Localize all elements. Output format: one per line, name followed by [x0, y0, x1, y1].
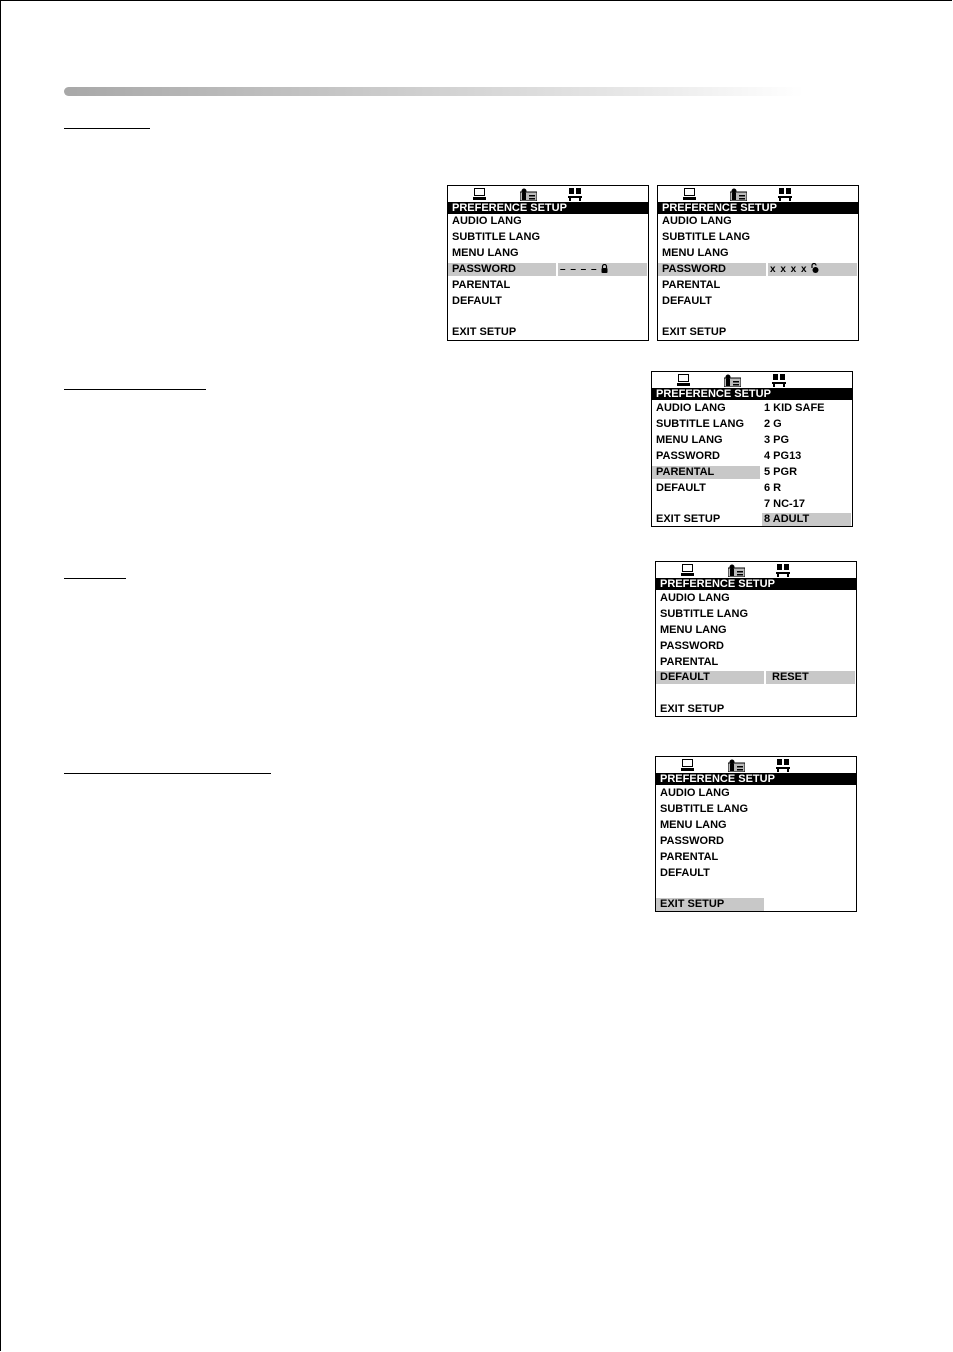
menu-item-default[interactable]: DEFAULT	[660, 867, 710, 879]
menu-item-menu-lang[interactable]: MENU LANG	[660, 624, 727, 636]
osd-icon-row	[652, 372, 852, 388]
reset-option[interactable]: RESET	[766, 671, 855, 684]
section-heading-parental	[64, 389, 206, 390]
menu-item-password[interactable]: PASSWORD	[658, 263, 766, 276]
password-value: – – – –	[560, 264, 598, 275]
osd-icon-row	[658, 186, 858, 202]
monitor-icon[interactable]	[681, 759, 694, 771]
osd-exit-setup	[655, 756, 857, 912]
menu-item-subtitle-lang[interactable]: SUBTITLE LANG	[452, 231, 540, 243]
osd-title: PREFERENCE SETUP	[652, 388, 852, 400]
osd-parental	[651, 371, 853, 527]
menu-item-password[interactable]: PASSWORD	[660, 835, 724, 847]
menu-item-exit-setup[interactable]: EXIT SETUP	[662, 326, 727, 338]
menu-item-exit-setup[interactable]: EXIT SETUP	[452, 326, 517, 338]
rating-option[interactable]: 3 PG	[764, 434, 790, 446]
menu-item-password[interactable]: PASSWORD	[448, 263, 556, 276]
menu-item-password[interactable]: PASSWORD	[660, 640, 724, 652]
menu-item-default[interactable]: DEFAULT	[452, 295, 502, 307]
rating-option[interactable]: 7 NC-17	[764, 498, 805, 510]
osd-title: PREFERENCE SETUP	[448, 202, 648, 214]
speakers-icon[interactable]	[568, 188, 582, 201]
osd-title: PREFERENCE SETUP	[658, 202, 858, 214]
menu-item-parental[interactable]: PARENTAL	[660, 656, 719, 668]
person-preference-icon[interactable]	[724, 374, 741, 387]
menu-item-exit-setup[interactable]: EXIT SETUP	[660, 703, 725, 715]
menu-item-audio-lang[interactable]: AUDIO LANG	[660, 592, 730, 604]
menu-item-subtitle-lang[interactable]: SUBTITLE LANG	[660, 608, 748, 620]
speakers-icon[interactable]	[772, 374, 786, 387]
menu-item-default[interactable]: DEFAULT	[662, 295, 712, 307]
menu-item-exit-setup[interactable]: EXIT SETUP	[656, 513, 721, 525]
lock-icon	[601, 264, 608, 273]
menu-item-parental[interactable]: PARENTAL	[452, 279, 511, 291]
menu-item-exit-setup[interactable]: EXIT SETUP	[656, 898, 764, 911]
osd-icon-row	[448, 186, 648, 202]
menu-item-audio-lang[interactable]: AUDIO LANG	[452, 215, 522, 227]
speakers-icon[interactable]	[778, 188, 792, 201]
osd-title: PREFERENCE SETUP	[656, 578, 856, 590]
rating-option[interactable]: 4 PG13	[764, 450, 802, 462]
monitor-icon[interactable]	[681, 564, 694, 576]
password-field[interactable]	[558, 263, 647, 276]
speakers-icon[interactable]	[776, 564, 790, 577]
menu-item-default[interactable]: DEFAULT	[656, 671, 764, 684]
menu-item-menu-lang[interactable]: MENU LANG	[660, 819, 727, 831]
monitor-icon[interactable]	[683, 188, 696, 200]
monitor-icon[interactable]	[677, 374, 690, 386]
unlock-icon	[811, 263, 819, 273]
menu-item-subtitle-lang[interactable]: SUBTITLE LANG	[656, 418, 744, 430]
password-value: x x x x	[770, 264, 808, 275]
rating-option-selected[interactable]: 8 ADULT	[762, 513, 851, 526]
menu-item-default[interactable]: DEFAULT	[656, 482, 706, 494]
menu-item-subtitle-lang[interactable]: SUBTITLE LANG	[662, 231, 750, 243]
menu-item-menu-lang[interactable]: MENU LANG	[662, 247, 729, 259]
rating-option[interactable]: 2 G	[764, 418, 782, 430]
section-heading-default	[64, 578, 126, 579]
person-preference-icon[interactable]	[520, 188, 537, 201]
speakers-icon[interactable]	[776, 759, 790, 772]
osd-default	[655, 561, 857, 717]
person-preference-icon[interactable]	[730, 188, 747, 201]
person-preference-icon[interactable]	[728, 564, 745, 577]
menu-item-audio-lang[interactable]: AUDIO LANG	[660, 787, 730, 799]
menu-item-menu-lang[interactable]: MENU LANG	[656, 434, 723, 446]
section-heading-exit-setup	[64, 773, 271, 774]
menu-item-audio-lang[interactable]: AUDIO LANG	[662, 215, 732, 227]
osd-password-entered	[657, 185, 859, 341]
monitor-icon[interactable]	[473, 188, 486, 200]
menu-item-menu-lang[interactable]: MENU LANG	[452, 247, 519, 259]
osd-password-blank	[447, 185, 649, 341]
section-heading-password	[64, 128, 150, 129]
menu-item-audio-lang[interactable]: AUDIO LANG	[656, 402, 726, 414]
osd-icon-row	[656, 562, 856, 578]
osd-title: PREFERENCE SETUP	[656, 773, 856, 785]
menu-item-parental[interactable]: PARENTAL	[662, 279, 721, 291]
menu-item-parental[interactable]: PARENTAL	[660, 851, 719, 863]
rating-option[interactable]: 1 KID SAFE	[764, 402, 825, 414]
menu-item-parental[interactable]: PARENTAL	[652, 466, 760, 479]
rating-option[interactable]: 5 PGR	[764, 466, 798, 478]
password-field[interactable]	[768, 263, 857, 276]
menu-item-subtitle-lang[interactable]: SUBTITLE LANG	[660, 803, 748, 815]
menu-item-password[interactable]: PASSWORD	[656, 450, 720, 462]
rating-option[interactable]: 6 R	[764, 482, 782, 494]
header-gradient-bar	[64, 87, 804, 96]
person-preference-icon[interactable]	[728, 759, 745, 772]
osd-icon-row	[656, 757, 856, 773]
